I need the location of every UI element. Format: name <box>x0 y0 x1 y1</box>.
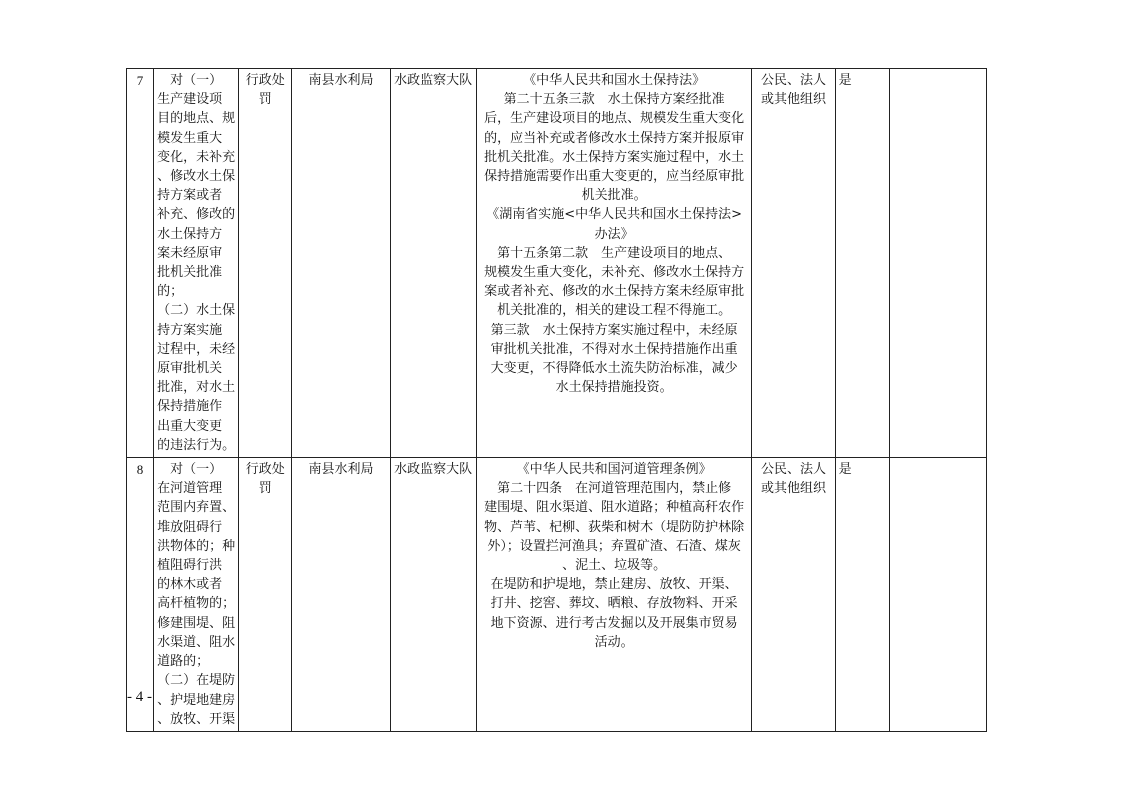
item-line: 、护堤地建房 <box>157 692 236 708</box>
basis-line: 建围堤、阻水渠道、阻水道路；种植高秆农作 <box>484 500 745 516</box>
penalty-type: 行政处罚 <box>239 458 292 732</box>
page-number: - 4 - <box>127 689 152 705</box>
table-row <box>127 458 987 732</box>
basis-line: 大变更，不得降低水土流失防治标准，减少 <box>490 361 738 377</box>
item-line: 水土保持方 <box>157 226 223 242</box>
item-line: 目的地点、规 <box>157 111 236 127</box>
basis-line: 机关批准。 <box>581 188 647 204</box>
enforcement-table <box>126 68 987 732</box>
item-line: 、放牧、开渠 <box>157 711 236 727</box>
basis-line: 规模发生重大变化，未补充、修改水土保持方 <box>484 265 745 281</box>
item-line: 植阻碍行洪 <box>157 558 223 574</box>
basis-line: 水土保持措施投资。 <box>555 380 673 396</box>
legal-basis <box>476 458 752 732</box>
basis-line: 物、芦苇、杞柳、荻柴和树木（堤防防护林除 <box>484 519 745 535</box>
legal-basis <box>476 69 752 458</box>
item-line: 水渠道、阻水 <box>157 634 236 650</box>
basis-line: 后，生产建设项目的地点、规模发生重大变化 <box>484 111 745 127</box>
basis-line: 第三款 水土保持方案实施过程中，未经原 <box>490 322 738 338</box>
department: 南县水利局 <box>292 69 390 458</box>
basis-line: 、泥土、垃圾等。 <box>562 558 667 574</box>
target-party: 公民、法人或其他组织 <box>752 69 835 458</box>
basis-line: 活动。 <box>594 634 634 650</box>
row-number: 8 <box>127 458 154 732</box>
basis-line: 办法》 <box>594 226 634 242</box>
basis-line: 审批机关批准，不得对水土保持措施作出重 <box>490 341 738 357</box>
penalty-type: 行政处罚 <box>239 69 292 458</box>
basis-line: 第二十四条 在河道管理范围内，禁止修 <box>497 481 732 497</box>
basis-line: 机关批准的，相关的建设工程不得施工。 <box>497 303 732 319</box>
remarks <box>889 458 986 732</box>
item-line: 在河道管理 <box>157 481 223 497</box>
executing-unit: 水政监察大队 <box>390 458 476 732</box>
item-line: 对（一） <box>157 462 223 478</box>
applicable-flag: 是 <box>835 458 889 732</box>
basis-line: 保持措施需要作出重大变更的，应当经原审批 <box>484 169 745 185</box>
item-line: 范围内弃置、 <box>157 500 236 516</box>
basis-line: 第十五条第二款 生产建设项目的地点、 <box>497 245 732 261</box>
item-line: 的违法行为。 <box>157 437 236 453</box>
item-line: 高杆植物的； <box>157 596 236 612</box>
item-line: 原审批机关 <box>157 361 223 377</box>
item-line: 补充、修改的 <box>157 207 236 223</box>
violation-item <box>154 69 239 458</box>
basis-line: 第二十五条三款 水土保持方案经批准 <box>503 92 725 108</box>
basis-line: 打井、挖窖、葬坟、晒粮、存放物料、开采 <box>490 596 738 612</box>
item-line: （二）水土保 <box>157 303 236 319</box>
item-line: 对（一） <box>157 73 223 88</box>
basis-line: 地下资源、进行考古发掘以及开展集市贸易 <box>490 615 738 631</box>
executing-unit: 水政监察大队 <box>390 69 476 458</box>
item-line: 、修改水土保 <box>157 169 236 185</box>
applicable-flag: 是 <box>835 69 889 458</box>
department: 南县水利局 <box>292 458 390 732</box>
item-line: 的； <box>157 284 184 300</box>
item-line: 过程中，未经 <box>157 341 236 357</box>
item-line: 批机关批准 <box>157 265 223 281</box>
basis-line: 案或者补充、修改的水土保持方案未经原审批 <box>484 284 745 300</box>
item-line: 道路的； <box>157 654 210 670</box>
item-line: （二）在堤防 <box>157 673 236 689</box>
item-line: 生产建设项 <box>157 92 223 108</box>
remarks <box>889 69 986 458</box>
basis-line: 《中华人民共和国水土保持法》 <box>523 73 706 88</box>
item-line: 堆放阻碍行 <box>157 519 223 535</box>
item-line: 出重大变更 <box>157 418 223 434</box>
target-party: 公民、法人或其他组织 <box>752 458 835 732</box>
row-number: 7 <box>127 69 154 458</box>
basis-line: 的，应当补充或者修改水土保持方案并报原审 <box>484 130 745 146</box>
basis-line: 外）；设置拦河渔具；弃置矿渣、石渣、煤灰 <box>487 538 741 554</box>
item-line: 批准，对水土 <box>157 380 236 396</box>
basis-line: 《湖南省实施<中华人民共和国水土保持法> <box>486 207 742 223</box>
item-line: 的林木或者 <box>157 577 223 593</box>
item-line: 模发生重大 <box>157 130 223 146</box>
violation-item <box>154 458 239 732</box>
item-line: 持方案或者 <box>157 188 223 204</box>
item-line: 洪物体的；种 <box>157 538 236 554</box>
basis-line: 在堤防和护堤地，禁止建房、放牧、开渠、 <box>490 577 738 593</box>
basis-line: 《中华人民共和国河道管理条例》 <box>516 462 712 478</box>
item-line: 案未经原审 <box>157 245 223 261</box>
basis-line: 批机关批准。水土保持方案实施过程中，水土 <box>484 149 745 165</box>
item-line: 变化，未补充 <box>157 149 236 165</box>
item-line: 持方案实施 <box>157 322 223 338</box>
item-line: 修建围堤、阻 <box>157 615 236 631</box>
item-line: 保持措施作 <box>157 399 223 415</box>
table-row <box>127 69 987 458</box>
